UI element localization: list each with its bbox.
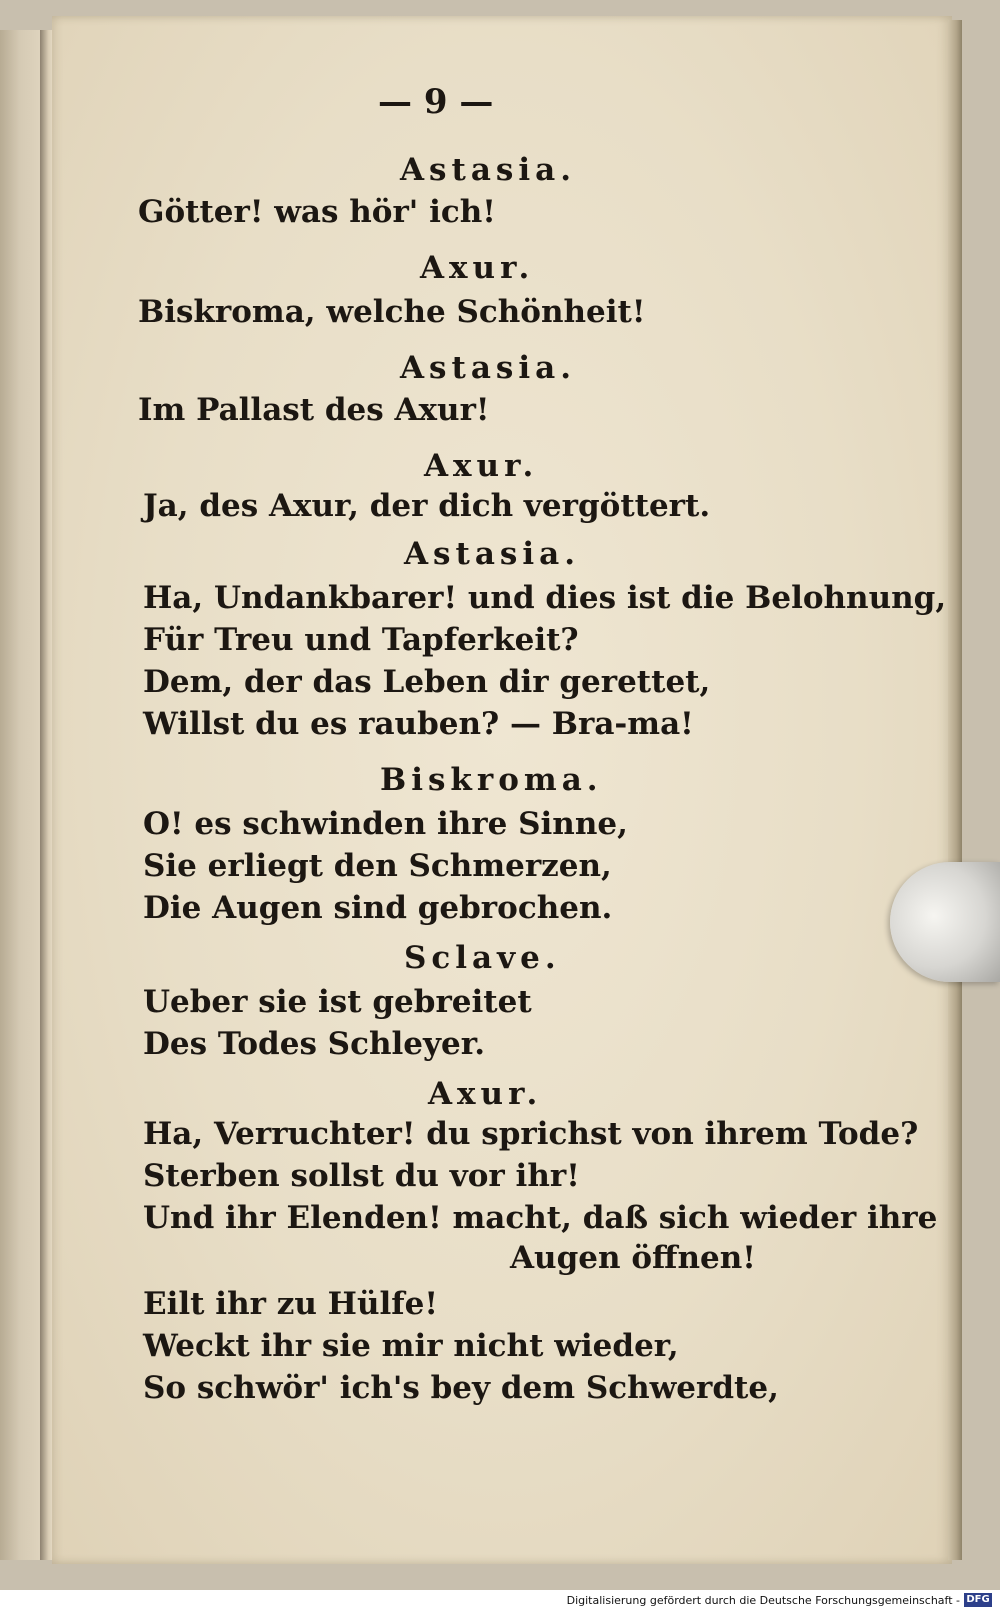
dialogue-line: Willst du es rauben? — Bra-ma! (143, 706, 694, 742)
dialogue-line: Sie erliegt den Schmerzen, (143, 848, 612, 884)
dialogue-line: Des Todes Schleyer. (143, 1026, 485, 1062)
dialogue-line: Ja, des Axur, der dich vergöttert. (143, 488, 711, 524)
speaker-axur-3: Axur. (428, 1076, 543, 1112)
dialogue-line: Ha, Verruchter! du sprichst von ihrem Tode? (143, 1116, 919, 1152)
dialogue-line: Augen öffnen! (510, 1240, 756, 1276)
speaker-biskroma: Biskroma. (380, 762, 603, 798)
dialogue-line: O! es schwinden ihre Sinne, (143, 806, 628, 842)
page-number: — 9 — (378, 82, 494, 122)
dialogue-line: Im Pallast des Axur! (138, 392, 490, 428)
dialogue-line: Weckt ihr sie mir nicht wieder, (143, 1328, 679, 1364)
dialogue-line: Ha, Undankbarer! und dies ist die Belohnung, (143, 580, 947, 616)
footer-credit: Digitalisierung gefördert durch die Deutsche Forschungsgemeinschaft - (566, 1594, 960, 1607)
speaker-axur-2: Axur. (424, 448, 539, 484)
speaker-sclave: Sclave. (404, 940, 561, 976)
dfg-logo: DFG (964, 1593, 992, 1607)
dialogue-line: Dem, der das Leben dir gerettet, (143, 664, 711, 700)
dialogue-line: Die Augen sind gebrochen. (143, 890, 613, 926)
dialogue-line: So schwör' ich's bey dem Schwerdte, (143, 1370, 779, 1406)
dialogue-line: Ueber sie ist gebreitet (143, 984, 532, 1020)
dialogue-line: Eilt ihr zu Hülfe! (143, 1286, 438, 1322)
right-page-edge (948, 20, 962, 1560)
speaker-astasia-2: Astasia. (400, 350, 577, 386)
speaker-astasia-1: Astasia. (400, 152, 577, 188)
speaker-astasia-3: Astasia. (404, 536, 581, 572)
dialogue-line: Sterben sollst du vor ihr! (143, 1158, 580, 1194)
dialogue-line: Und ihr Elenden! macht, daß sich wieder ihre (143, 1200, 938, 1236)
page-clip (890, 862, 1000, 982)
dialogue-line: Götter! was hör' ich! (138, 194, 496, 230)
dialogue-line: Biskroma, welche Schönheit! (138, 294, 646, 330)
dialogue-line: Für Treu und Tapferkeit? (143, 622, 579, 658)
speaker-axur-1: Axur. (420, 250, 535, 286)
